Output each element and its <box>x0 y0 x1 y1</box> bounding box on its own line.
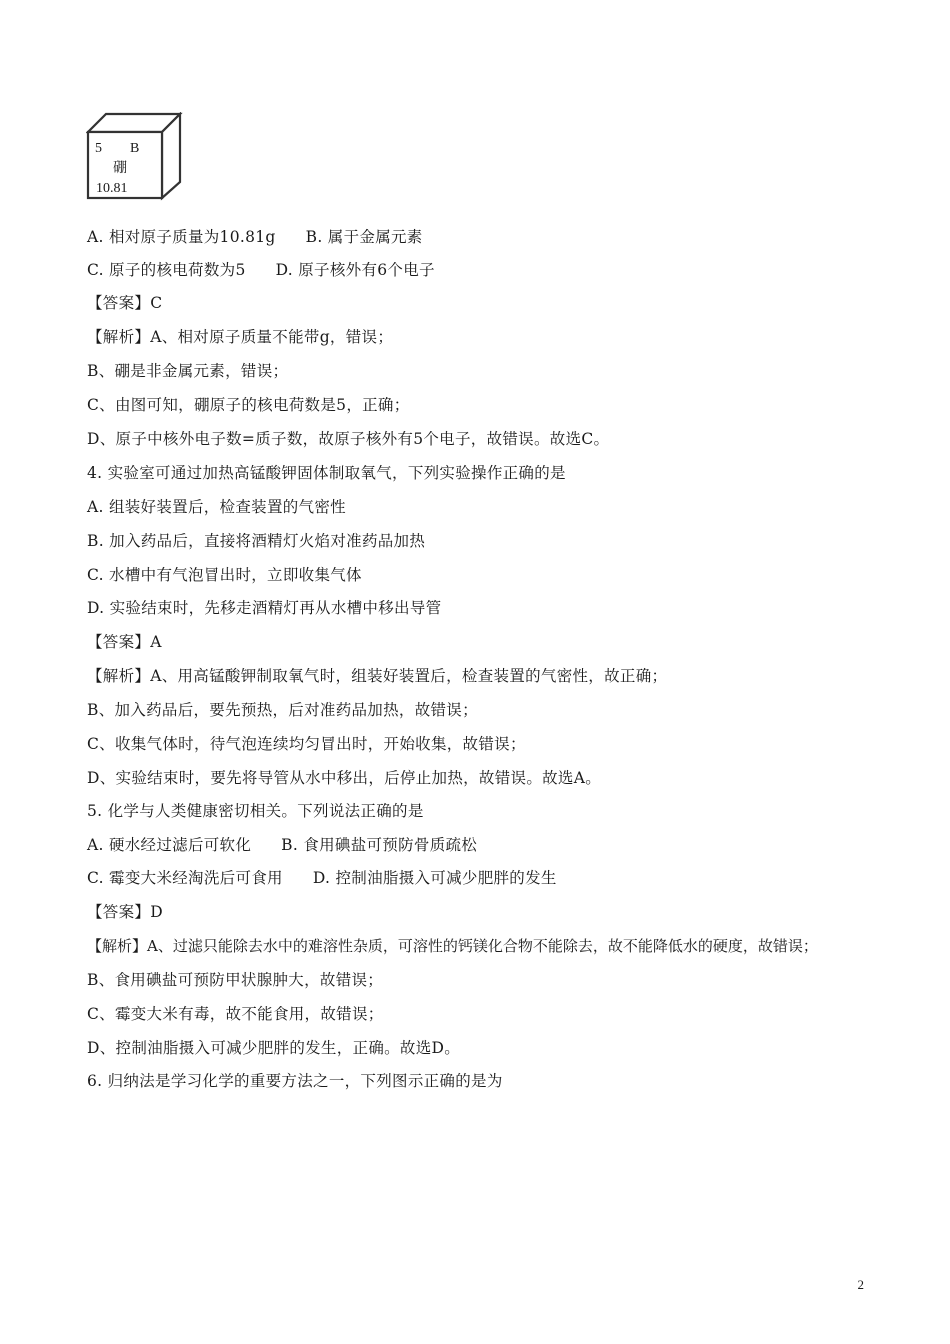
q4-option: B. 加入药品后，直接将酒精灯火焰对准药品加热 <box>87 532 426 550</box>
q3-analysis-line: D、原子中核外电子数=质子数，故原子核外有5个电子，故错误。故选C。 <box>87 430 610 448</box>
q3-answer: 【答案】C <box>87 294 163 312</box>
q4-analysis-line: B、加入药品后，要先预热，后对准药品加热，故错误； <box>87 701 478 719</box>
q4-analysis-line: D、实验结束时，要先将导管从水中移出，后停止加热，故错误。故选A。 <box>87 769 602 787</box>
q4-option: D. 实验结束时，先移走酒精灯再从水槽中移出导管 <box>87 599 442 617</box>
q5-analysis-line: 【解析】A、过滤只能除去水中的难溶性杂质，可溶性的钙镁化合物不能除去，故不能降低水的硬度，故错误； <box>87 937 818 955</box>
q5-options-row-2 <box>87 867 557 889</box>
page-number: 2 <box>857 1277 864 1292</box>
q5-analysis-line: D、控制油脂摄入可减少肥胖的发生，正确。故选D。 <box>87 1039 461 1057</box>
q3-option-c: C. 原子的核电荷数为5 <box>87 261 246 279</box>
q3-analysis-line: 【解析】A、相对原子质量不能带g，错误； <box>87 328 394 346</box>
q3-options-row-2 <box>87 259 435 281</box>
element-name: 硼 <box>113 160 127 176</box>
q4-analysis-line: 【解析】A、用高锰酸钾制取氧气时，组装好装置后，检查装置的气密性，故正确； <box>87 667 668 685</box>
q4-option: C. 水槽中有气泡冒出时，立即收集气体 <box>87 566 362 584</box>
q5-option-d: D. 控制油脂摄入可减少肥胖的发生 <box>312 869 557 887</box>
atomic-number: 5 <box>95 141 102 156</box>
q5-analysis-line: B、食用碘盐可预防甲状腺肿大，故错误； <box>87 971 384 989</box>
element-symbol: B <box>130 141 140 156</box>
q6-stem: 6. 归纳法是学习化学的重要方法之一，下列图示正确的是为 <box>87 1072 503 1090</box>
q4-stem: 4. 实验室可通过加热高锰酸钾固体制取氧气，下列实验操作正确的是 <box>87 464 566 482</box>
q3-option-d: D. 原子核外有6个电子 <box>275 261 435 279</box>
q5-analysis-line: C、霉变大米有毒，故不能食用，故错误； <box>87 1005 384 1023</box>
atomic-mass: 10.81 <box>96 181 128 196</box>
q4-analysis-line: C、收集气体时，待气泡连续均匀冒出时，开始收集，故错误； <box>87 735 526 753</box>
q5-options-row-1 <box>87 834 477 856</box>
q4-option: A. 组装好装置后，检查装置的气密性 <box>87 498 346 516</box>
element-card-figure <box>86 112 186 202</box>
q4-answer: 【答案】A <box>87 633 162 651</box>
q3-option-b: B. 属于金属元素 <box>305 228 423 246</box>
q5-stem: 5. 化学与人类健康密切相关。下列说法正确的是 <box>87 802 424 820</box>
q3-analysis-line: C、由图可知，硼原子的核电荷数是5，正确； <box>87 396 410 414</box>
q3-options-row-1 <box>87 226 423 248</box>
q3-analysis-line: B、硼是非金属元素，错误； <box>87 362 289 380</box>
q5-option-b: B. 食用碘盐可预防骨质疏松 <box>281 836 478 854</box>
q5-answer: 【答案】D <box>87 903 163 921</box>
q5-option-a: A. 硬水经过滤后可软化 <box>87 836 252 854</box>
boron-element-cube <box>86 112 186 202</box>
q5-option-c: C. 霉变大米经淘洗后可食用 <box>87 869 283 887</box>
q3-option-a: A. 相对原子质量为10.81g <box>87 228 276 246</box>
